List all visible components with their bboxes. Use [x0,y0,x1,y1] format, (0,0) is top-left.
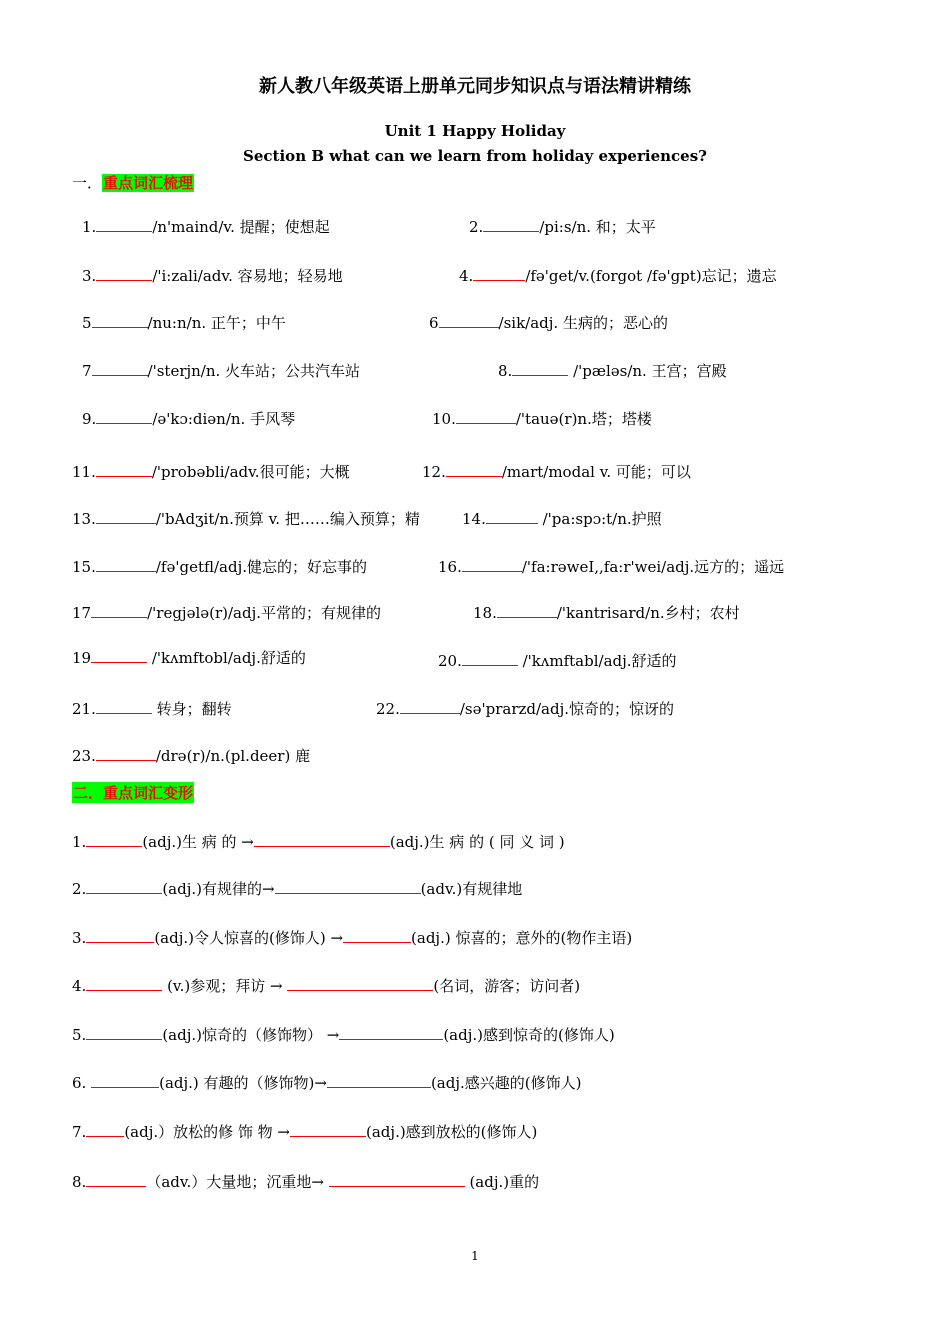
vocab-item-7 [82,361,360,381]
answer-blank[interactable] [462,651,518,666]
wordform-item-1 [72,832,565,852]
answer-blank[interactable] [91,1073,159,1088]
vocab-item-21 [72,699,232,719]
item-text: (adj.)感到惊奇的(修饰人) [443,1026,615,1044]
answer-blank[interactable] [439,313,499,328]
item-number: 6 [429,314,439,332]
answer-blank[interactable] [96,746,156,761]
item-text: /'tauə(r)n.塔；塔楼 [515,410,652,428]
part1-prefix: 一． [72,174,103,192]
wordform-item-5 [72,1025,615,1045]
item-number: 8. [498,362,513,380]
answer-blank[interactable] [473,266,525,281]
wordform-item-3 [72,928,632,948]
answer-blank[interactable] [86,928,154,943]
item-number: 4. [459,267,474,285]
vocab-item-13 [72,509,420,529]
vocab-item-18 [473,603,740,623]
answer-blank[interactable] [96,699,152,714]
item-number: 7 [82,362,92,380]
item-number: 12. [422,463,446,481]
answer-blank[interactable] [456,409,516,424]
item-number: 10. [432,410,456,428]
answer-blank[interactable] [96,266,152,281]
item-text: /'kʌmftabl/adj.舒适的 [517,652,677,670]
item-number: 4. [72,977,87,995]
vocab-item-14 [462,509,662,529]
answer-blank[interactable] [290,1122,366,1137]
item-text: /'regjələ(r)/adj.平常的；有规律的 [147,604,382,622]
answer-blank[interactable] [96,462,152,477]
answer-blank[interactable] [96,509,156,524]
vocab-item-22 [376,699,674,719]
item-text: /'kʌmftobl/adj.舒适的 [147,649,306,667]
answer-blank[interactable] [327,1073,431,1088]
item-text: /nu:n/n. 正午；中午 [147,314,286,332]
item-number: 11. [72,463,96,481]
item-number: 22. [376,700,400,718]
item-number: 2. [469,218,484,236]
item-number: 1. [82,218,97,236]
answer-blank[interactable] [497,603,557,618]
item-number: 19 [72,649,92,667]
answer-blank[interactable] [254,832,390,847]
item-text: (adj.)感到放松的(修饰人) [366,1123,538,1141]
item-text: /'fa:rəweI,,fa:r'wei/adj.远方的；遥远 [521,558,785,576]
item-text: (adj.)生 病 的 ( 同 义 词 ) [389,833,565,851]
item-number: 1. [72,833,87,851]
item-number: 5 [82,314,92,332]
answer-blank[interactable] [339,1025,443,1040]
wordform-item-4 [72,976,580,996]
answer-blank[interactable] [486,509,538,524]
answer-blank[interactable] [86,1172,146,1187]
answer-blank[interactable] [86,832,142,847]
item-number: 7. [72,1123,87,1141]
vocab-item-11 [72,462,350,482]
item-number: 16. [438,558,462,576]
item-text: （adv.）大量地；沉重地→ [146,1173,329,1191]
answer-blank[interactable] [96,557,156,572]
document-title: 新人教八年级英语上册单元同步知识点与语法精讲精练 [259,76,691,97]
vocab-item-1 [82,217,330,237]
answer-blank[interactable] [483,217,539,232]
answer-blank[interactable] [92,313,148,328]
section-heading: Section B what can we learn from holiday experiences? [243,147,707,165]
answer-blank[interactable] [86,1122,124,1137]
item-number: 9. [82,410,97,428]
wordform-item-8 [72,1172,539,1192]
item-text: (adj.) 惊喜的；意外的(物作主语) [411,929,633,947]
answer-blank[interactable] [96,217,152,232]
answer-blank[interactable] [91,603,147,618]
vocab-item-6 [429,313,668,333]
answer-blank[interactable] [91,648,147,663]
item-number: 5. [72,1026,87,1044]
vocab-item-2 [469,217,656,237]
item-text: /'sterjn/n. 火车站；公共汽车站 [147,362,361,380]
item-number: 8. [72,1173,87,1191]
item-number: 3. [72,929,87,947]
item-text: /'bAdʒit/n.预算 v. 把……编入预算；精 [155,510,420,528]
item-text: /'i:zali/adv. 容易地；轻易地 [152,267,343,285]
item-text: (adj.)惊奇的（修饰物） → [162,1026,340,1044]
wordform-item-6 [72,1073,581,1093]
item-number: 14. [462,510,486,528]
answer-blank[interactable] [400,699,460,714]
item-number: 6. [72,1074,92,1092]
part2-heading: 二．重点词汇变形 [73,784,194,802]
answer-blank[interactable] [287,976,433,991]
item-number: 2. [72,880,87,898]
item-number: 13. [72,510,96,528]
wordform-item-2 [72,879,522,899]
item-number: 3. [82,267,97,285]
vocab-item-10 [432,409,652,429]
vocab-item-12 [422,462,691,482]
item-text: /drə(r)/n.(pl.deer) 鹿 [155,747,311,765]
item-text: /'probəbli/adv.很可能；大概 [151,463,350,481]
item-number: 18. [473,604,497,622]
answer-blank[interactable] [92,361,148,376]
answer-blank[interactable] [462,557,522,572]
item-text: (adj.)有规律的→ [162,880,275,898]
answer-blank[interactable] [86,976,162,991]
answer-blank[interactable] [446,462,502,477]
vocab-item-8 [498,361,727,381]
item-number: 23. [72,747,96,765]
unit-heading: Unit 1 Happy Holiday [384,122,566,140]
answer-blank[interactable] [86,879,162,894]
item-text: (adj.）放松的修 饰 物 → [124,1123,291,1141]
wordform-item-7 [72,1122,537,1142]
answer-blank[interactable] [329,1172,465,1187]
vocab-item-17 [72,603,381,623]
part1-heading [72,172,194,193]
answer-blank[interactable] [275,879,421,894]
item-text: /mart/modal v. 可能；可以 [501,463,691,481]
vocab-item-23 [72,746,310,766]
item-text: (adv.)有规律地 [420,880,523,898]
item-text: /n'maind/v. 提醒；使想起 [152,218,330,236]
vocab-item-3 [82,266,343,286]
item-text: (adj.) 有趣的（修饰物)→ [159,1074,327,1092]
item-text: /fə'getfl/adj.健忘的；好忘事的 [155,558,367,576]
item-text: (adj.)生 病 的 → [142,833,254,851]
vocab-item-19 [72,648,306,668]
item-text: /'pa:spɔ:t/n.护照 [537,510,662,528]
vocab-item-15 [72,557,367,577]
item-number: 21. [72,700,96,718]
item-text: /'pæləs/n. 王宫；宫殿 [568,362,727,380]
answer-blank[interactable] [343,928,411,943]
answer-blank[interactable] [96,409,152,424]
item-text: (名词，游客；访问者) [433,977,581,995]
item-number: 15. [72,558,96,576]
vocab-item-20 [438,651,677,671]
vocab-item-4 [459,266,777,286]
item-text: /fə'get/v.(forgot /fə'gpt)忘记；遗忘 [525,267,777,285]
item-text: (adj.)重的 [464,1173,540,1191]
item-text: (v.)参观；拜访 → [162,977,288,995]
item-text: /sə'prarzd/adj.惊奇的；惊讶的 [459,700,675,718]
answer-blank[interactable] [512,361,568,376]
item-number: 17 [72,604,92,622]
item-text: (adj.)令人惊喜的(修饰人) → [154,929,344,947]
item-text: /ə'kɔ:diən/n. 手风琴 [152,410,296,428]
vocab-item-9 [82,409,295,429]
item-text: /pi:s/n. 和；太平 [539,218,656,236]
item-text: 转身；翻转 [151,700,232,718]
item-number: 20. [438,652,462,670]
vocab-item-5 [82,313,286,333]
item-text: /'kantrisard/n.乡村；农村 [556,604,740,622]
part1-heading-text: 重点词汇梳理 [103,174,194,192]
answer-blank[interactable] [86,1025,162,1040]
item-text: /sik/adj. 生病的；恶心的 [498,314,668,332]
page-number: 1 [471,1249,479,1263]
vocab-item-16 [438,557,784,577]
item-text: (adj.感兴趣的(修饰人) [430,1074,582,1092]
